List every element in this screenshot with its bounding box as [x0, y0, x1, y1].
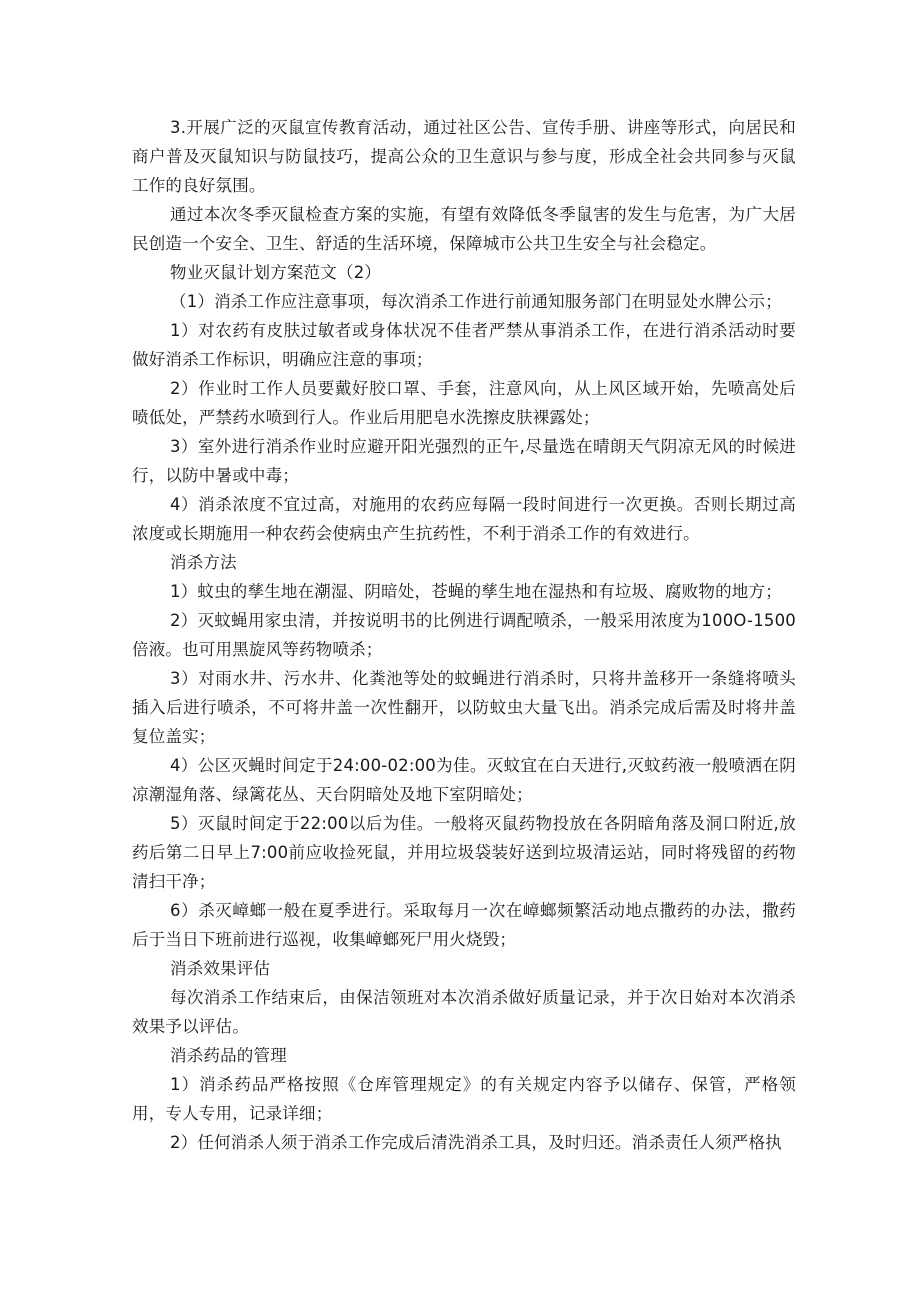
list-item: 5）灭鼠时间定于22:00以后为佳。一般将灭鼠药物投放在各阴暗角落及洞口附近,放药后第二日早上7:00前应收捡死鼠，并用垃圾袋装好送到垃圾清运站，同时将残留的药物清扫干净；	[132, 814, 796, 891]
list-item: 1）消杀药品严格按照《仓库管理规定》的有关规定内容予以储存、保管，严格领用，专人专用，记录详细；	[132, 1075, 796, 1123]
list-item: 3）室外进行消杀作业时应避开阳光强烈的正午,尽量选在晴朗天气阴凉无风的时候进行，以防中暑或中毒；	[132, 437, 796, 485]
paragraph-conclusion: 通过本次冬季灭鼠检查方案的实施，有望有效降低冬季鼠害的发生与危害，为广大居民创造一个安全、卫生、舒适的生活环境，保障城市公共卫生安全与社会稳定。	[132, 205, 796, 253]
section-title-plan-2: 物业灭鼠计划方案范文（2）	[170, 263, 382, 282]
list-item: 2）灭蚊蝇用家虫清，并按说明书的比例进行调配喷杀，一般采用浓度为100O-1500倍液。也可用黑旋风等药物喷杀；	[132, 611, 796, 659]
list-item: 3）对雨水井、污水井、化粪池等处的蚊蝇进行消杀时，只将井盖移开一条缝将喷头插入后进行喷杀，不可将井盖一次性翻开，以防蚊虫大量飞出。消杀完成后需及时将井盖复位盖实；	[132, 669, 796, 746]
section-heading-methods: 消杀方法	[170, 553, 237, 572]
paragraph-publicity: 3.开展广泛的灭鼠宣传教育活动，通过社区公告、宣传手册、讲座等形式，向居民和商户普及灭鼠知识与防鼠技巧，提高公众的卫生意识与参与度，形成全社会共同参与灭鼠工作的良好氛围。	[132, 118, 796, 195]
list-item: 4）公区灭蝇时间定于24:00-02:00为佳。灭蚊宜在白天进行,灭蚊药液一般喷洒在阴凉潮湿角落、绿篱花丛、天台阴暗处及地下室阴暗处；	[132, 756, 796, 804]
list-item: 1）对农药有皮肤过敏者或身体状况不佳者严禁从事消杀工作，在进行消杀活动时要做好消杀工作标识，明确应注意的事项；	[132, 321, 796, 369]
list-item: 2）作业时工作人员要戴好胶口罩、手套，注意风向，从上风区域开始，先喷高处后喷低处，严禁药水喷到行人。作业后用肥皂水洗擦皮肤裸露处；	[132, 379, 796, 427]
list-item: 2）任何消杀人须于消杀工作完成后清洗消杀工具，及时归还。消杀责任人须严格执	[170, 1133, 782, 1152]
section-heading-management: 消杀药品的管理	[170, 1046, 287, 1065]
list-item: 1）蚊虫的孳生地在潮湿、阴暗处，苍蝇的孳生地在湿热和有垃圾、腐败物的地方；	[170, 582, 782, 601]
list-item: 6）杀灭嶂螂一般在夏季进行。采取每月一次在嶂螂频繁活动地点撒药的办法，撒药后于当日下班前进行巡视，收集嶂螂死尸用火烧毁；	[132, 901, 796, 949]
section-heading-evaluation: 消杀效果评估	[170, 959, 271, 978]
paragraph-precautions-intro: （1）消杀工作应注意事项，每次消杀工作进行前通知服务部门在明显处水牌公示；	[170, 292, 782, 311]
list-item: 4）消杀浓度不宜过高，对施用的农药应每隔一段时间进行一次更换。否则长期过高浓度或长期施用一种农药会使病虫产生抗药性，不利于消杀工作的有效进行。	[132, 495, 796, 543]
paragraph-evaluation: 每次消杀工作结束后，由保洁领班对本次消杀做好质量记录，并于次日始对本次消杀效果予以评估。	[132, 988, 796, 1036]
document-body	[132, 113, 796, 1157]
